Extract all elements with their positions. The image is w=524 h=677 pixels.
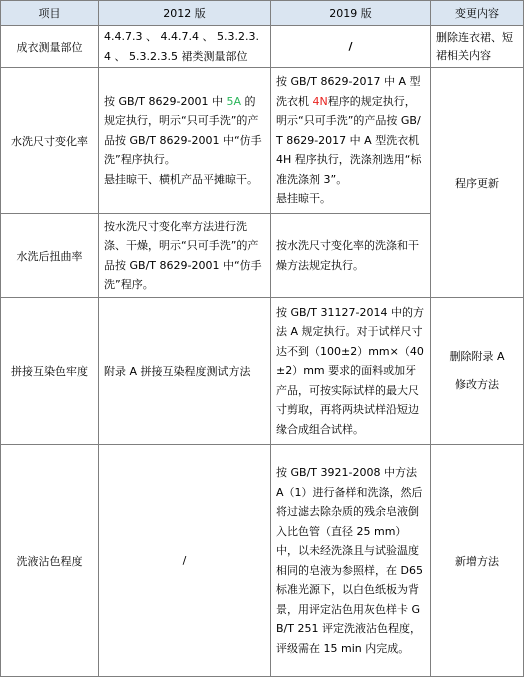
text-segment: 程序的规定执行，明示“只可手洗”的产品按 GB/T 8629-2017 中 A 型洗衣机 4H 程序执行，洗涤剂选用“标准洗涤剂 3”。 <box>276 94 422 186</box>
text-segment: 按 GB/T 8629-2017 中 A 型洗衣机 <box>276 75 421 108</box>
table-row <box>1 298 524 445</box>
row-2012-wash-liquor: / <box>99 445 271 677</box>
row-2012-measure: 4.4.7.3 、 4.4.7.4 、 5.3.2.3.4 、 5.3.2.3.5 裙类测量部位 <box>99 26 271 68</box>
change-line: 删除附录 A <box>449 350 505 363</box>
header-2012: 2012 版 <box>99 1 271 26</box>
change-line: 修改方法 <box>455 378 499 391</box>
table-row <box>1 68 524 214</box>
highlight-program: 5A <box>226 94 241 108</box>
header-item: 项目 <box>1 1 99 26</box>
text-segment: 悬挂晾干。 <box>276 192 331 206</box>
header-2019: 2019 版 <box>271 1 431 26</box>
row-item-cross-stain: 拼接互染色牢度 <box>1 298 99 445</box>
text-segment: 的规定执行，明示“只可手洗”的产品按 GB/T 8629-2001 中“仿手洗”程序执行。 <box>104 94 262 167</box>
row-change-cross-stain <box>431 298 524 445</box>
row-2012-wash-dim <box>99 68 271 214</box>
row-2019-wash-dim <box>271 68 431 214</box>
row-2012-twist: 按水洗尺寸变化率方法进行洗涤、干燥，明示“只可手洗”的产品按 GB/T 8629-2001 中“仿手洗”程序。 <box>99 214 271 298</box>
row-2019-cross-stain: 按 GB/T 31127-2014 中的方法 A 规定执行。对于试样尺寸达不到（100±2）mm×（40±2）mm 要求的面料或加牙产品，可按实际试样的最大尺寸剪取，再将两块试样沿短边缘合成组合试样。 <box>271 298 431 445</box>
row-change-wash: 程序更新 <box>431 68 524 298</box>
table-row <box>1 26 524 68</box>
row-2012-cross-stain: 附录 A 拼接互染程度测试方法 <box>99 298 271 445</box>
row-change-wash-liquor: 新增方法 <box>431 445 524 677</box>
row-item-measure: 成衣测量部位 <box>1 26 99 68</box>
row-2019-twist: 按水洗尺寸变化率的洗涤和干燥方法规定执行。 <box>271 214 431 298</box>
highlight-program: 4N <box>312 94 328 108</box>
row-item-twist: 水洗后扭曲率 <box>1 214 99 298</box>
row-2019-wash-liquor: 按 GB/T 3921-2008 中方法 A（1）进行备样和洗涤，然后将过滤去除杂质的残余皂液倒入比色管（直径 25 mm）中，以未经洗涤且与试验温度相同的皂液为参照样，在 D65 标准光源下，以白色纸板为背景，用评定沾色用灰色样卡 GB/T 251 评定洗液沾色程度，评级需在 15 min 内完成。 <box>271 445 431 677</box>
text-segment: 按 GB/T 8629-2001 中 <box>104 94 227 108</box>
text-segment: 悬挂晾干、横机产品平摊晾干。 <box>104 172 258 186</box>
row-item-wash-liquor: 洗液沾色程度 <box>1 445 99 677</box>
header-change: 变更内容 <box>431 1 524 26</box>
row-change-measure: 删除连衣裙、短裙相关内容 <box>431 26 524 68</box>
row-2019-measure: / <box>271 26 431 68</box>
table-row <box>1 445 524 677</box>
table-header-row <box>1 1 524 26</box>
row-item-wash-dim: 水洗尺寸变化率 <box>1 68 99 214</box>
